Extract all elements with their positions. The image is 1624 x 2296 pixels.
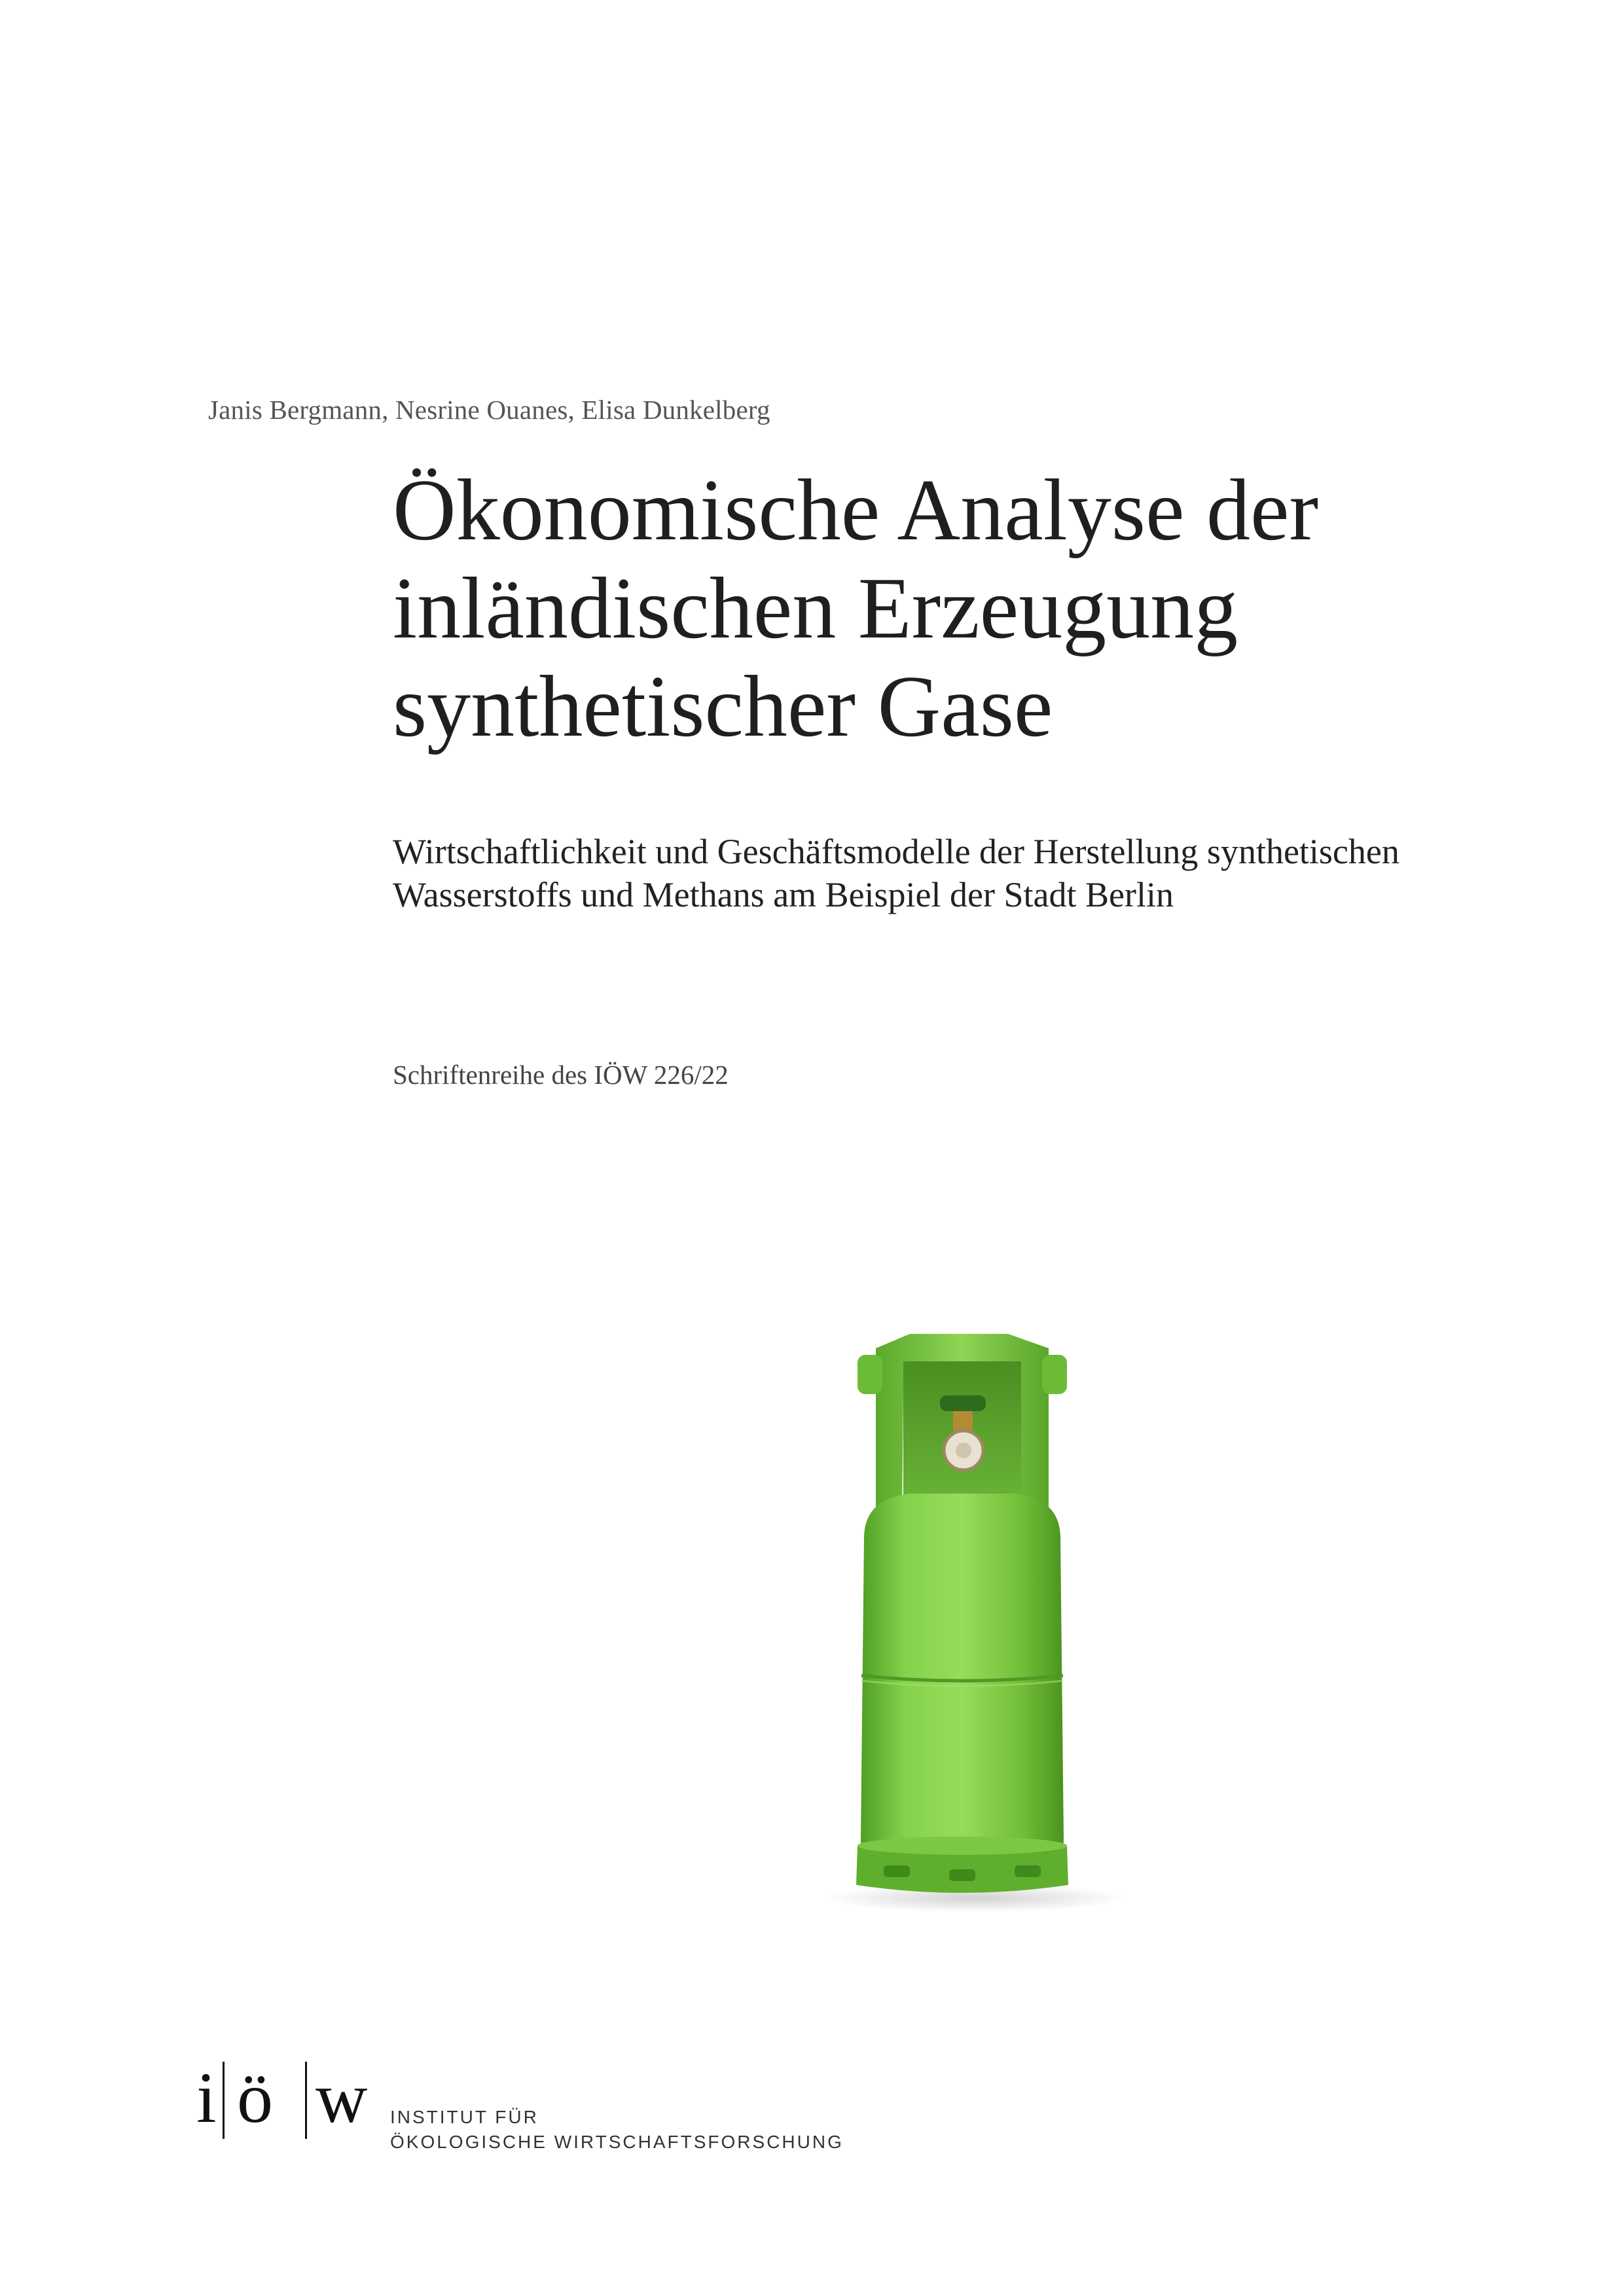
title-line: Ökonomische Analyse der [393, 461, 1319, 558]
title-line: inländischen Erzeugung [393, 560, 1238, 656]
iow-logo [190, 2055, 877, 2173]
gas-cylinder-image [812, 1322, 1152, 1924]
logo-divider [305, 2062, 307, 2139]
logo-text [390, 2105, 844, 2155]
logo-letter: i [196, 2058, 217, 2138]
document-title [393, 461, 1538, 755]
title-line: synthetischer Gase [393, 658, 1053, 755]
subtitle-line: Wasserstoffs und Methans am Beispiel der Stadt Berlin [393, 875, 1174, 914]
logo-text-line: INSTITUT FÜR [390, 2107, 539, 2127]
logo-letter: w [316, 2058, 368, 2138]
document-subtitle [393, 830, 1571, 916]
logo-divider [223, 2062, 225, 2139]
subtitle-line: Wirtschaftlichkeit und Geschäftsmodelle der Herstellung synthetischen [393, 832, 1399, 871]
authors: Janis Bergmann, Nesrine Ouanes, Elisa Dunkelberg [208, 395, 770, 425]
logo-letter: ö [237, 2058, 273, 2138]
series-label: Schriftenreihe des IÖW 226/22 [393, 1060, 729, 1090]
logo-text-line: ÖKOLOGISCHE WIRTSCHAFTSFORSCHUNG [390, 2132, 844, 2152]
